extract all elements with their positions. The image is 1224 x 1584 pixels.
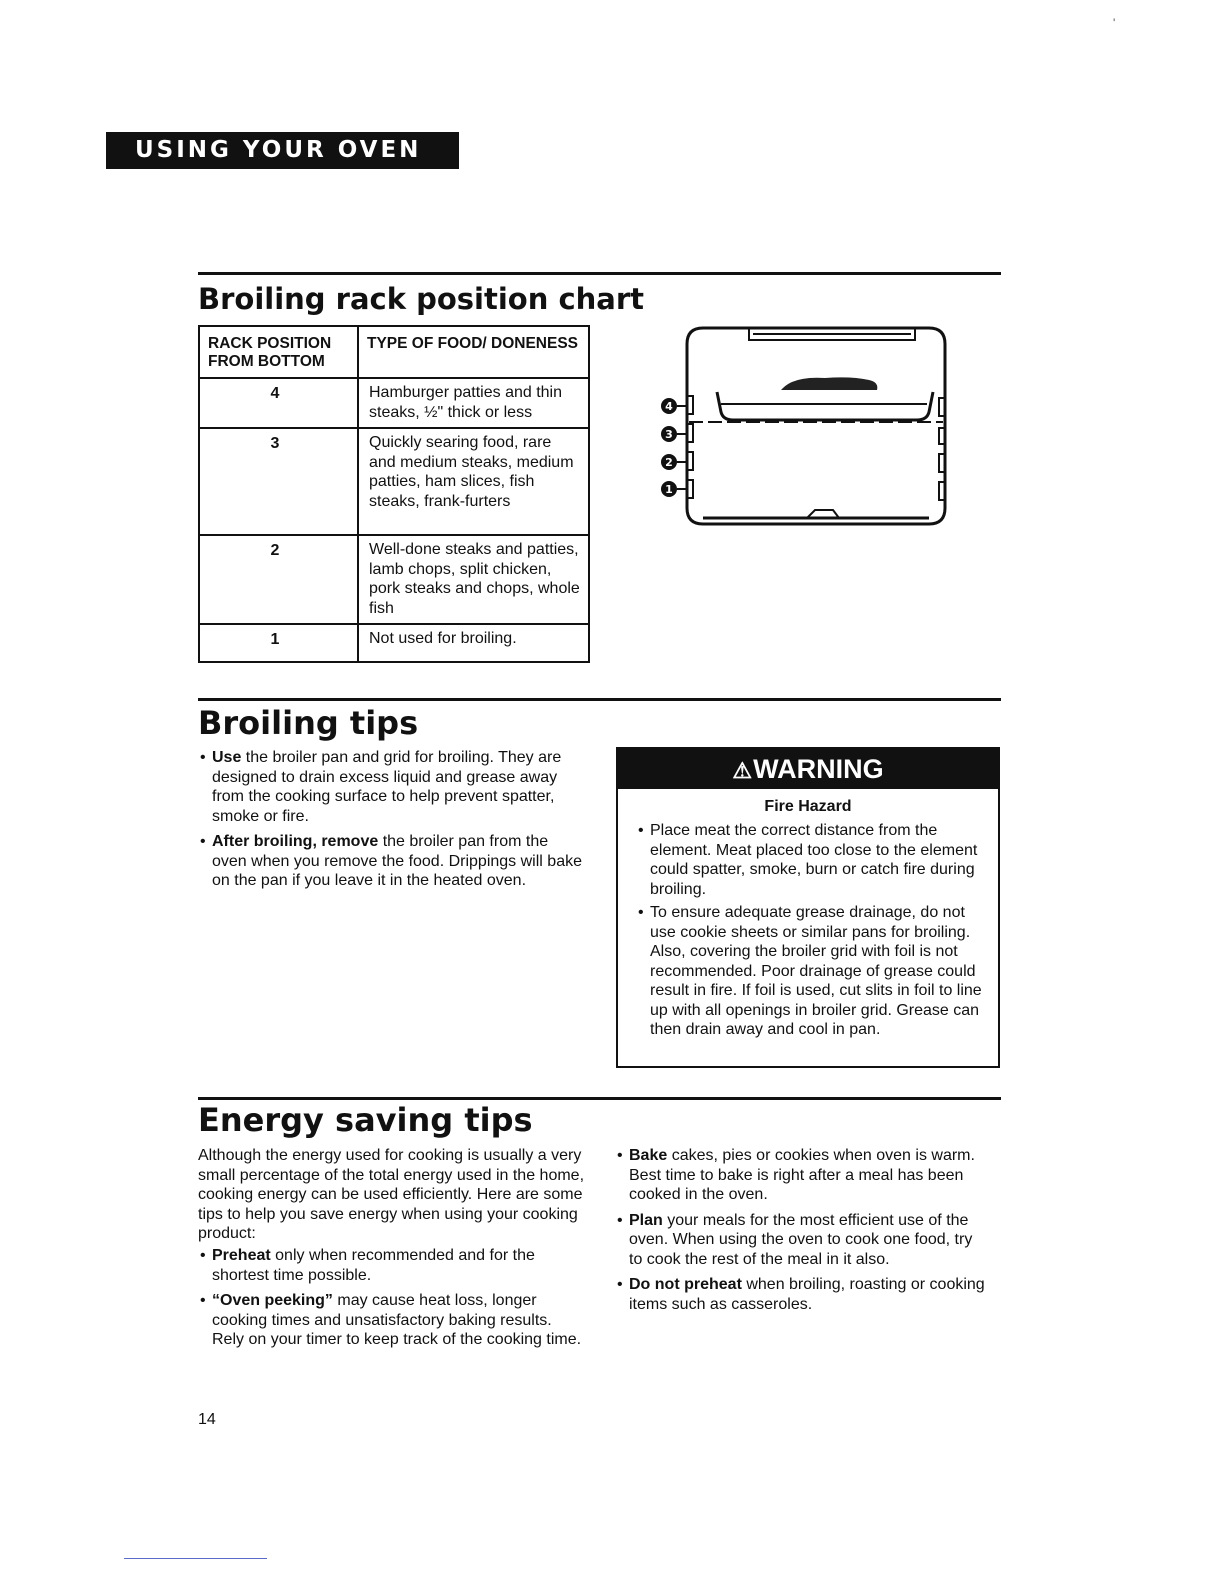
rack-chart-title: Broiling rack position chart bbox=[198, 282, 645, 316]
section-tab: USING YOUR OVEN bbox=[106, 132, 459, 169]
rack-position-cell: 2 bbox=[199, 535, 358, 624]
food-type-cell: Hamburger patties and thin steaks, ½" thick or less bbox=[358, 378, 589, 428]
list-item: • Use the broiler pan and grid for broiling. They are designed to drain excess liquid and grease away from the cooking surface to help prevent spatter, smoke or fire. bbox=[200, 748, 585, 826]
section-rule bbox=[198, 1097, 1001, 1100]
warning-box bbox=[616, 747, 1000, 1068]
list-item: • Plan your meals for the most efficient use of the oven. When using the oven to cook one food, try to cook the rest of the meal in it also. bbox=[617, 1211, 987, 1270]
table-row bbox=[199, 378, 589, 428]
list-item: • Do not preheat when broiling, roasting or cooking items such as casseroles. bbox=[617, 1275, 987, 1314]
corner-mark: ' bbox=[1113, 16, 1116, 30]
food-on-pan-icon bbox=[781, 377, 877, 390]
svg-text:1: 1 bbox=[665, 483, 673, 496]
list-item: • After broiling, remove the broiler pan from the oven when you remove the food. Drippings will bake on the pan if you leave it in the heated oven. bbox=[200, 832, 585, 891]
warning-header bbox=[618, 749, 998, 789]
col-header-rack-position: RACK POSITION FROM BOTTOM bbox=[199, 326, 358, 378]
rack-position-cell: 1 bbox=[199, 624, 358, 662]
rack-position-cell: 3 bbox=[199, 428, 358, 535]
food-type-cell: Quickly searing food, rare and medium steaks, medium patties, ham slices, fish steaks, frank-furters bbox=[358, 428, 589, 535]
page-number: 14 bbox=[198, 1411, 216, 1428]
table-row bbox=[199, 428, 589, 535]
warning-heading: WARNING bbox=[753, 754, 884, 784]
broiling-tips-list bbox=[200, 748, 585, 897]
warning-list bbox=[618, 821, 998, 1040]
svg-text:4: 4 bbox=[665, 400, 673, 413]
energy-tips-title: Energy saving tips bbox=[198, 1101, 533, 1139]
rack-marker-1 bbox=[661, 481, 687, 497]
footer-divider bbox=[124, 1558, 267, 1559]
table-row bbox=[199, 535, 589, 624]
svg-text:3: 3 bbox=[665, 428, 673, 441]
rack-position-table bbox=[198, 325, 590, 663]
energy-tips-left-list bbox=[200, 1246, 585, 1356]
rack-marker-3 bbox=[661, 426, 687, 442]
list-item: • “Oven peeking” may cause heat loss, longer cooking times and unsatisfactory baking results. Rely on your timer to keep track of the cooking time. bbox=[200, 1291, 585, 1350]
list-item: • Place meat the correct distance from the element. Meat placed too close to the element could spatter, smoke, burn or catch fire during broiling. bbox=[638, 821, 984, 899]
energy-tips-right-list bbox=[617, 1146, 987, 1320]
section-rule bbox=[198, 698, 1001, 701]
warning-triangle-icon: ⚠ bbox=[732, 758, 753, 783]
food-type-cell: Not used for broiling. bbox=[358, 624, 589, 662]
oven-cavity-outline bbox=[687, 328, 945, 524]
broiling-tips-title: Broiling tips bbox=[198, 704, 419, 742]
oven-rack-diagram bbox=[655, 322, 955, 530]
warning-subtitle: Fire Hazard bbox=[764, 798, 852, 815]
rack-marker-4 bbox=[661, 398, 687, 414]
energy-tips-intro: Although the energy used for cooking is usually a very small percentage of the total energy used in the home, cooking energy can be used efficiently. Here are some tips to help you save energy when using your cooking product: bbox=[198, 1147, 585, 1242]
broiler-pan-icon bbox=[717, 392, 933, 420]
rack-position-cell: 4 bbox=[199, 378, 358, 428]
food-type-cell: Well-done steaks and patties, lamb chops, split chicken, pork steaks and chops, whole fish bbox=[358, 535, 589, 624]
list-item: • Preheat only when recommended and for the shortest time possible. bbox=[200, 1246, 585, 1285]
table-row bbox=[199, 624, 589, 662]
col-header-food-type: TYPE OF FOOD/ DONENESS bbox=[358, 326, 589, 378]
table-header-row bbox=[199, 326, 589, 378]
list-item: • Bake cakes, pies or cookies when oven is warm. Best time to bake is right after a meal has been cooked in the oven. bbox=[617, 1146, 987, 1205]
list-item: • To ensure adequate grease drainage, do not use cookie sheets or similar pans for broiling. Also, covering the broiler grid with foil is not recommended. Poor drainage of grease could result in fire. If foil is used, cut slits in foil to line up with all openings in broiler grid. Grease can then drain away and cool in pan. bbox=[638, 903, 984, 1040]
svg-text:2: 2 bbox=[665, 456, 673, 469]
rack-marker-2 bbox=[661, 454, 687, 470]
section-rule bbox=[198, 272, 1001, 275]
